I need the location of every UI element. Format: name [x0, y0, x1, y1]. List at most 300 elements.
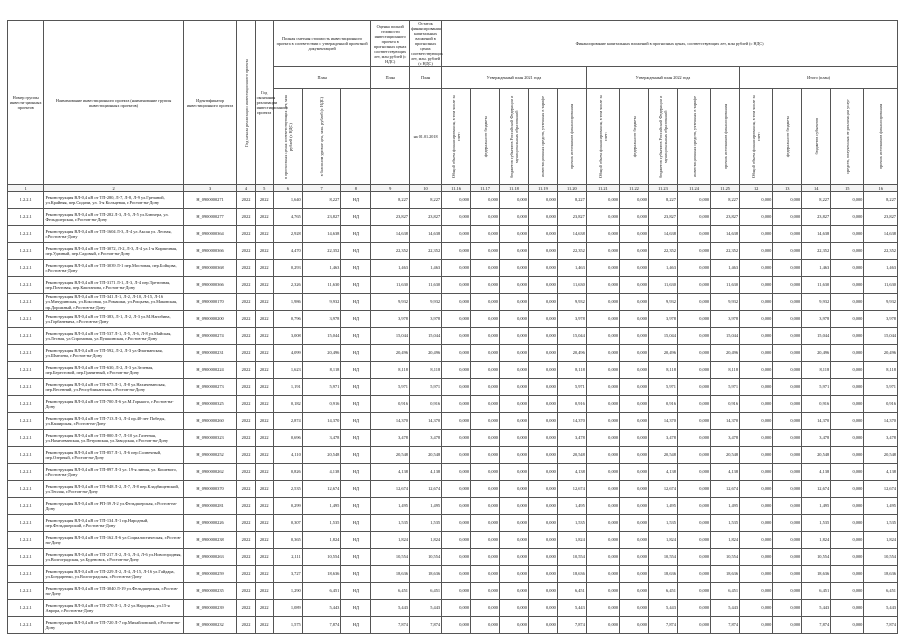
cell-m: 4,138 [802, 464, 831, 481]
cell-c: 0,000 [500, 277, 529, 294]
cell-c8: НД [341, 192, 371, 209]
cell-idx: 1.2.2.1 [8, 379, 44, 396]
cell-j: 1,824 [711, 532, 740, 549]
cell-e: 8,227 [864, 192, 898, 209]
cell-c8: НД [341, 447, 371, 464]
cell-y2: 2022 [255, 549, 273, 566]
cell-c7: 7,874 [302, 617, 341, 634]
cell-c9: 22,352 [371, 243, 410, 260]
cell-n: 0,000 [831, 311, 864, 328]
table-row [8, 447, 898, 464]
cell-name: Реконструкция ВЛ-0,4 кВ от ТП-948 Л-2, Л-7, Л-8 пер.Кладбищенский, ул.Теплая, г.Ростов-на-Дону [44, 481, 183, 498]
cell-c9: 14,370 [371, 413, 410, 430]
cell-c8: НД [341, 617, 371, 634]
cell-name: Реконструкция ВЛ-0,4 кВ от ТП-162 Л-6 ул.Социалистическая, г.Ростов-на-Дону [44, 532, 183, 549]
cell-c7: 20,548 [302, 447, 341, 464]
cell-name: Реконструкция ВЛ-0,4 кВ от РП-39 Л-2 ул.Фельдшерская, г.Ростов-на-Дону [44, 498, 183, 515]
header-full-cost-plan: План [273, 67, 371, 89]
cell-c10: 1,535 [409, 515, 441, 532]
cell-j: 12,674 [711, 481, 740, 498]
cell-a: 0,000 [442, 532, 471, 549]
cell-y1: 2022 [237, 277, 255, 294]
cell-c9: 11,630 [371, 277, 410, 294]
cell-c10: 12,674 [409, 481, 441, 498]
cell-id: H_0900000238 [183, 532, 237, 549]
column-number: 12 [740, 185, 773, 192]
header-forecast-plan: План [371, 67, 410, 89]
header-full-cost-basis [302, 89, 341, 185]
header-2022-own-text: инвестиционных средств, учтенных в тарифе [691, 96, 697, 177]
cell-m: 23,827 [802, 209, 831, 226]
cell-c: 0,000 [500, 583, 529, 600]
cell-c10: 3,978 [409, 311, 441, 328]
cell-c6: 4,099 [273, 345, 302, 362]
cell-h: 9,932 [648, 294, 677, 311]
cell-y2: 2022 [255, 294, 273, 311]
header-2021-own [528, 89, 557, 185]
cell-a: 0,000 [442, 498, 471, 515]
cell-id: H_0900000252 [183, 447, 237, 464]
cell-id: H_0900000323 [183, 430, 237, 447]
cell-a: 0,000 [442, 277, 471, 294]
cell-h: 20,548 [648, 447, 677, 464]
cell-c: 0,000 [500, 328, 529, 345]
cell-k: 0,000 [740, 566, 773, 583]
cell-y2: 2022 [255, 413, 273, 430]
cell-c10: 14,638 [409, 226, 441, 243]
cell-i: 0,000 [677, 379, 710, 396]
table-row [8, 481, 898, 498]
cell-j: 15,044 [711, 328, 740, 345]
cell-idx: 1.2.2.1 [8, 209, 44, 226]
cell-k: 0,000 [740, 583, 773, 600]
cell-m: 5,443 [802, 600, 831, 617]
cell-y2: 2022 [255, 328, 273, 345]
cell-name: Реконструкция ВЛ-0,4 кВ от ТП-630, Л-2, Л-3 ул.Зеленая, пер.Берестовой, пер.Гранитный, г.Ростов-на-Дону [44, 362, 183, 379]
cell-f: 0,000 [586, 362, 619, 379]
header-funding: Финансирование капитальных вложений в прогнозных ценах, соответствующих лет, млн рублей (с НДС) [442, 21, 898, 67]
cell-f: 0,000 [586, 379, 619, 396]
cell-name: Реконструкция ВЛ-0,4 кВ от ТП-280, Л-7, Л-8, Л-9 ул.Гречаной, ул.Крайняя, пер.Сидачи, ул. 3-я Кольцевая, г.Ростов-на-Дону [44, 192, 183, 209]
cell-i: 0,000 [677, 243, 710, 260]
cell-g: 0,000 [620, 413, 649, 430]
cell-c8: НД [341, 481, 371, 498]
cell-k: 0,000 [740, 515, 773, 532]
cell-y2: 2022 [255, 498, 273, 515]
cell-c: 0,000 [500, 294, 529, 311]
table-row [8, 566, 898, 583]
cell-l: 0,000 [773, 192, 802, 209]
cell-d: 0,000 [528, 311, 557, 328]
cell-c9: 3,478 [371, 430, 410, 447]
cell-f: 0,000 [586, 345, 619, 362]
cell-idx: 1.2.2.1 [8, 515, 44, 532]
cell-c7: 14,638 [302, 226, 341, 243]
cell-g: 0,000 [620, 617, 649, 634]
header-2021-own-text: инвестиционных средств, учтенных в тарифе [540, 96, 546, 177]
cell-k: 0,000 [740, 294, 773, 311]
cell-b: 0,000 [471, 583, 500, 600]
header-forecast-sub [371, 89, 410, 185]
cell-c6: 0,796 [273, 311, 302, 328]
cell-n: 0,000 [831, 362, 864, 379]
cell-name: Реконструкция ВЛ-0,4 кВ от ТП-1604 Л-3, Л-4 ул.Аксая ул. Лесная, г.Ростов-на-Дону [44, 226, 183, 243]
cell-y1: 2022 [237, 328, 255, 345]
cell-j: 5,971 [711, 379, 740, 396]
cell-a: 0,000 [442, 379, 471, 396]
header-total: Итого (план) [740, 67, 898, 89]
cell-n: 0,000 [831, 209, 864, 226]
cell-c: 0,000 [500, 600, 529, 617]
cell-c: 0,000 [500, 617, 529, 634]
table-row [8, 413, 898, 430]
cell-e: 12,674 [557, 481, 586, 498]
investment-program-sheet [7, 20, 898, 634]
cell-c8: НД [341, 277, 371, 294]
cell-c10: 4,138 [409, 464, 441, 481]
header-2021-reg [500, 89, 529, 185]
cell-id: H_0900000224 [183, 362, 237, 379]
cell-c: 0,000 [500, 379, 529, 396]
cell-y1: 2022 [237, 481, 255, 498]
cell-i: 0,000 [677, 447, 710, 464]
cell-e: 3,978 [557, 311, 586, 328]
cell-c7: 0,916 [302, 396, 341, 413]
cell-e: 20,496 [864, 345, 898, 362]
cell-m: 14,638 [802, 226, 831, 243]
cell-a: 0,000 [442, 617, 471, 634]
cell-j: 20,548 [711, 447, 740, 464]
cell-c8: НД [341, 549, 371, 566]
cell-c8: НД [341, 226, 371, 243]
cell-c6: 0,299 [273, 498, 302, 515]
header-total-own [831, 89, 864, 185]
cell-n: 0,000 [831, 498, 864, 515]
cell-c8: НД [341, 464, 371, 481]
cell-c8: НД [341, 362, 371, 379]
cell-c6: 1,089 [273, 600, 302, 617]
cell-y1: 2022 [237, 311, 255, 328]
cell-h: 4,138 [648, 464, 677, 481]
cell-f: 0,000 [586, 566, 619, 583]
cell-h: 5,971 [648, 379, 677, 396]
cell-m: 22,352 [802, 243, 831, 260]
header-total-fed [773, 89, 802, 185]
cell-g: 0,000 [620, 226, 649, 243]
table-row [8, 515, 898, 532]
cell-a: 0,000 [442, 413, 471, 430]
cell-a: 0,000 [442, 481, 471, 498]
cell-c8: НД [341, 379, 371, 396]
cell-j: 14,638 [711, 226, 740, 243]
cell-b: 0,000 [471, 328, 500, 345]
cell-k: 0,000 [740, 277, 773, 294]
header-total-other [864, 89, 898, 185]
column-number: 3 [183, 185, 237, 192]
cell-i: 0,000 [677, 345, 710, 362]
cell-e: 15,044 [864, 328, 898, 345]
cell-a: 0,000 [442, 328, 471, 345]
cell-f: 0,000 [586, 243, 619, 260]
header-plan-2021: Утвержденный план 2021 года [442, 67, 587, 89]
cell-c7: 23,827 [302, 209, 341, 226]
cell-e: 5,971 [557, 379, 586, 396]
cell-l: 0,000 [773, 498, 802, 515]
header-2022-fed [620, 89, 649, 185]
cell-c8: НД [341, 328, 371, 345]
cell-e: 7,874 [864, 617, 898, 634]
cell-y1: 2022 [237, 294, 255, 311]
cell-c: 0,000 [500, 396, 529, 413]
cell-j: 1,495 [711, 498, 740, 515]
cell-c9: 8,227 [371, 192, 410, 209]
cell-m: 11,630 [802, 277, 831, 294]
cell-c7: 12,674 [302, 481, 341, 498]
header-full-cost-price [273, 89, 302, 185]
cell-b: 0,000 [471, 413, 500, 430]
cell-h: 8,118 [648, 362, 677, 379]
column-number: 7 [302, 185, 341, 192]
cell-e: 1,495 [864, 498, 898, 515]
header-2022-reg-text: бюджетов субъектов Российской Федерации и муниципальных образований [657, 95, 668, 178]
cell-n: 0,000 [831, 379, 864, 396]
cell-name: Реконструкция ВЛ-0,4 кВ от ТП-700 Л-6 ул.М.Горького, г.Ростов-на-Дону [44, 396, 183, 413]
cell-name: Реконструкция ВЛ-0,4 кВ от ТП-897 Л-3 ул. 19-я линия, ул. Кошевого, г.Ростов-на-Дону [44, 464, 183, 481]
column-number: 11.19 [528, 185, 557, 192]
cell-d: 0,000 [528, 226, 557, 243]
header-2022-fed-text: федерального бюджета [631, 115, 637, 158]
cell-idx: 1.2.2.1 [8, 226, 44, 243]
cell-e: 5,443 [864, 600, 898, 617]
cell-id: H_0900000370 [183, 481, 237, 498]
cell-y1: 2022 [237, 464, 255, 481]
column-number: 11.20 [557, 185, 586, 192]
cell-c6: 2,326 [273, 277, 302, 294]
cell-j: 0,916 [711, 396, 740, 413]
header-2022-reg [648, 89, 677, 185]
cell-b: 0,000 [471, 549, 500, 566]
cell-y1: 2022 [237, 617, 255, 634]
cell-e: 1,824 [557, 532, 586, 549]
column-number: 1 [8, 185, 44, 192]
cell-c9: 5,443 [371, 600, 410, 617]
cell-i: 0,000 [677, 294, 710, 311]
cell-k: 0,000 [740, 464, 773, 481]
cell-e: 8,118 [557, 362, 586, 379]
column-number: 11.23 [648, 185, 677, 192]
cell-f: 0,000 [586, 617, 619, 634]
cell-c6: 1,191 [273, 379, 302, 396]
cell-i: 0,000 [677, 600, 710, 617]
cell-j: 11,630 [711, 277, 740, 294]
cell-y1: 2022 [237, 226, 255, 243]
cell-m: 18,636 [802, 566, 831, 583]
cell-y2: 2022 [255, 481, 273, 498]
cell-j: 3,478 [711, 430, 740, 447]
cell-c8: НД [341, 430, 371, 447]
cell-c10: 15,044 [409, 328, 441, 345]
cell-d: 0,000 [528, 481, 557, 498]
cell-j: 7,874 [711, 617, 740, 634]
cell-idx: 1.2.2.1 [8, 260, 44, 277]
cell-b: 0,000 [471, 226, 500, 243]
cell-f: 0,000 [586, 549, 619, 566]
cell-c9: 10,554 [371, 549, 410, 566]
cell-name: Реконструкция ВЛ-0,4 кВ от ТП-3171 Л-1, Л-3, Л-4 пер.Третичная, пер.Почтовая, пер.Каштанова, г.Ростов-на-Дону [44, 277, 183, 294]
cell-c6: 2,111 [273, 549, 302, 566]
cell-y1: 2022 [237, 430, 255, 447]
cell-k: 0,000 [740, 498, 773, 515]
cell-e: 1,495 [557, 498, 586, 515]
cell-i: 0,000 [677, 260, 710, 277]
column-number: 5 [255, 185, 273, 192]
cell-c7: 1,535 [302, 515, 341, 532]
cell-l: 0,000 [773, 226, 802, 243]
cell-d: 0,000 [528, 532, 557, 549]
table-row [8, 226, 898, 243]
cell-a: 0,000 [442, 583, 471, 600]
cell-c7: 9,932 [302, 294, 341, 311]
cell-m: 3,978 [802, 311, 831, 328]
column-number: 16 [864, 185, 898, 192]
cell-y1: 2022 [237, 498, 255, 515]
cell-y1: 2022 [237, 413, 255, 430]
cell-y1: 2022 [237, 362, 255, 379]
cell-g: 0,000 [620, 498, 649, 515]
cell-n: 0,000 [831, 226, 864, 243]
cell-e: 20,496 [557, 345, 586, 362]
cell-id: H_0900000364 [183, 226, 237, 243]
cell-e: 5,443 [557, 600, 586, 617]
cell-e: 1,535 [557, 515, 586, 532]
cell-h: 3,978 [648, 311, 677, 328]
header-2022-other [711, 89, 740, 185]
cell-c6: 0,307 [273, 515, 302, 532]
cell-i: 0,000 [677, 464, 710, 481]
cell-i: 0,000 [677, 532, 710, 549]
cell-name: Реконструкция ВЛ-0,4 кВ от ТП-229 Л-2, Л-4, Л-15, Л-16 ул.Гайдара, ул.Бондаренко, ул.Волгоградская, г.Ростов-на-Дону [44, 566, 183, 583]
cell-c7: 1,824 [302, 532, 341, 549]
cell-l: 0,000 [773, 549, 802, 566]
column-number: 11.18 [500, 185, 529, 192]
cell-i: 0,000 [677, 362, 710, 379]
cell-id: H_0900000325 [183, 396, 237, 413]
cell-idx: 1.2.2.1 [8, 396, 44, 413]
cell-c6: 1,623 [273, 362, 302, 379]
cell-c9: 3,978 [371, 311, 410, 328]
cell-c7: 6,451 [302, 583, 341, 600]
cell-k: 0,000 [740, 311, 773, 328]
cell-f: 0,000 [586, 396, 619, 413]
cell-k: 0,000 [740, 532, 773, 549]
cell-b: 0,000 [471, 396, 500, 413]
cell-g: 0,000 [620, 430, 649, 447]
cell-f: 0,000 [586, 413, 619, 430]
cell-h: 23,827 [648, 209, 677, 226]
cell-y1: 2022 [237, 209, 255, 226]
header-remain-date: на 01.01.2018 [409, 89, 441, 185]
header-remain-plan: План [409, 67, 441, 89]
cell-c8: НД [341, 566, 371, 583]
cell-y2: 2022 [255, 396, 273, 413]
cell-c10: 1,824 [409, 532, 441, 549]
cell-n: 0,000 [831, 600, 864, 617]
cell-idx: 1.2.2.1 [8, 481, 44, 498]
cell-y2: 2022 [255, 209, 273, 226]
cell-d: 0,000 [528, 498, 557, 515]
cell-a: 0,000 [442, 226, 471, 243]
cell-c7: 10,554 [302, 549, 341, 566]
header-2021-reg-text: бюджетов субъектов Российской Федерации и муниципальных образований [508, 95, 519, 178]
cell-m: 7,874 [802, 617, 831, 634]
header-id: Идентификатор инвестиционного проекта [183, 21, 237, 185]
cell-g: 0,000 [620, 600, 649, 617]
cell-y1: 2022 [237, 583, 255, 600]
cell-idx: 1.2.2.1 [8, 192, 44, 209]
cell-m: 1,495 [802, 498, 831, 515]
cell-e: 18,636 [864, 566, 898, 583]
cell-name: Реконструкция ВЛ-0,4 кВ от ТП-720 Л-7 пр.Михайловский, г.Ростов-на-Дону [44, 617, 183, 634]
cell-c7: 1,463 [302, 260, 341, 277]
cell-k: 0,000 [740, 192, 773, 209]
cell-c6: 3,727 [273, 566, 302, 583]
column-number: 11.21 [586, 185, 619, 192]
cell-y2: 2022 [255, 600, 273, 617]
cell-id: H_0900000259 [183, 566, 237, 583]
cell-c9: 1,535 [371, 515, 410, 532]
cell-y2: 2022 [255, 447, 273, 464]
cell-y1: 2022 [237, 515, 255, 532]
cell-k: 0,000 [740, 600, 773, 617]
cell-m: 3,478 [802, 430, 831, 447]
cell-n: 0,000 [831, 447, 864, 464]
cell-c10: 1,463 [409, 260, 441, 277]
cell-idx: 1.2.2.1 [8, 243, 44, 260]
cell-j: 9,932 [711, 294, 740, 311]
cell-id: H_0900000366 [183, 277, 237, 294]
cell-id: H_0900000231 [183, 345, 237, 362]
cell-id: H_0900000274 [183, 328, 237, 345]
cell-f: 0,000 [586, 532, 619, 549]
cell-c: 0,000 [500, 243, 529, 260]
cell-e: 23,827 [864, 209, 898, 226]
cell-c: 0,000 [500, 566, 529, 583]
cell-id: H_0900000273 [183, 379, 237, 396]
table-row [8, 396, 898, 413]
cell-l: 0,000 [773, 532, 802, 549]
cell-c10: 6,451 [409, 583, 441, 600]
cell-c7: 8,118 [302, 362, 341, 379]
cell-idx: 1.2.2.1 [8, 345, 44, 362]
cell-y2: 2022 [255, 311, 273, 328]
cell-c10: 18,636 [409, 566, 441, 583]
cell-b: 0,000 [471, 294, 500, 311]
cell-a: 0,000 [442, 464, 471, 481]
cell-m: 5,971 [802, 379, 831, 396]
column-number: 6 [273, 185, 302, 192]
header-2021-fed [471, 89, 500, 185]
column-number: 15 [831, 185, 864, 192]
cell-e: 5,971 [864, 379, 898, 396]
cell-e: 10,554 [557, 549, 586, 566]
cell-k: 0,000 [740, 413, 773, 430]
cell-c10: 20,496 [409, 345, 441, 362]
cell-c8: НД [341, 209, 371, 226]
cell-i: 0,000 [677, 515, 710, 532]
cell-k: 0,000 [740, 379, 773, 396]
header-total-own-text: средств, полученных от реализации услуг [844, 99, 850, 174]
cell-m: 14,370 [802, 413, 831, 430]
